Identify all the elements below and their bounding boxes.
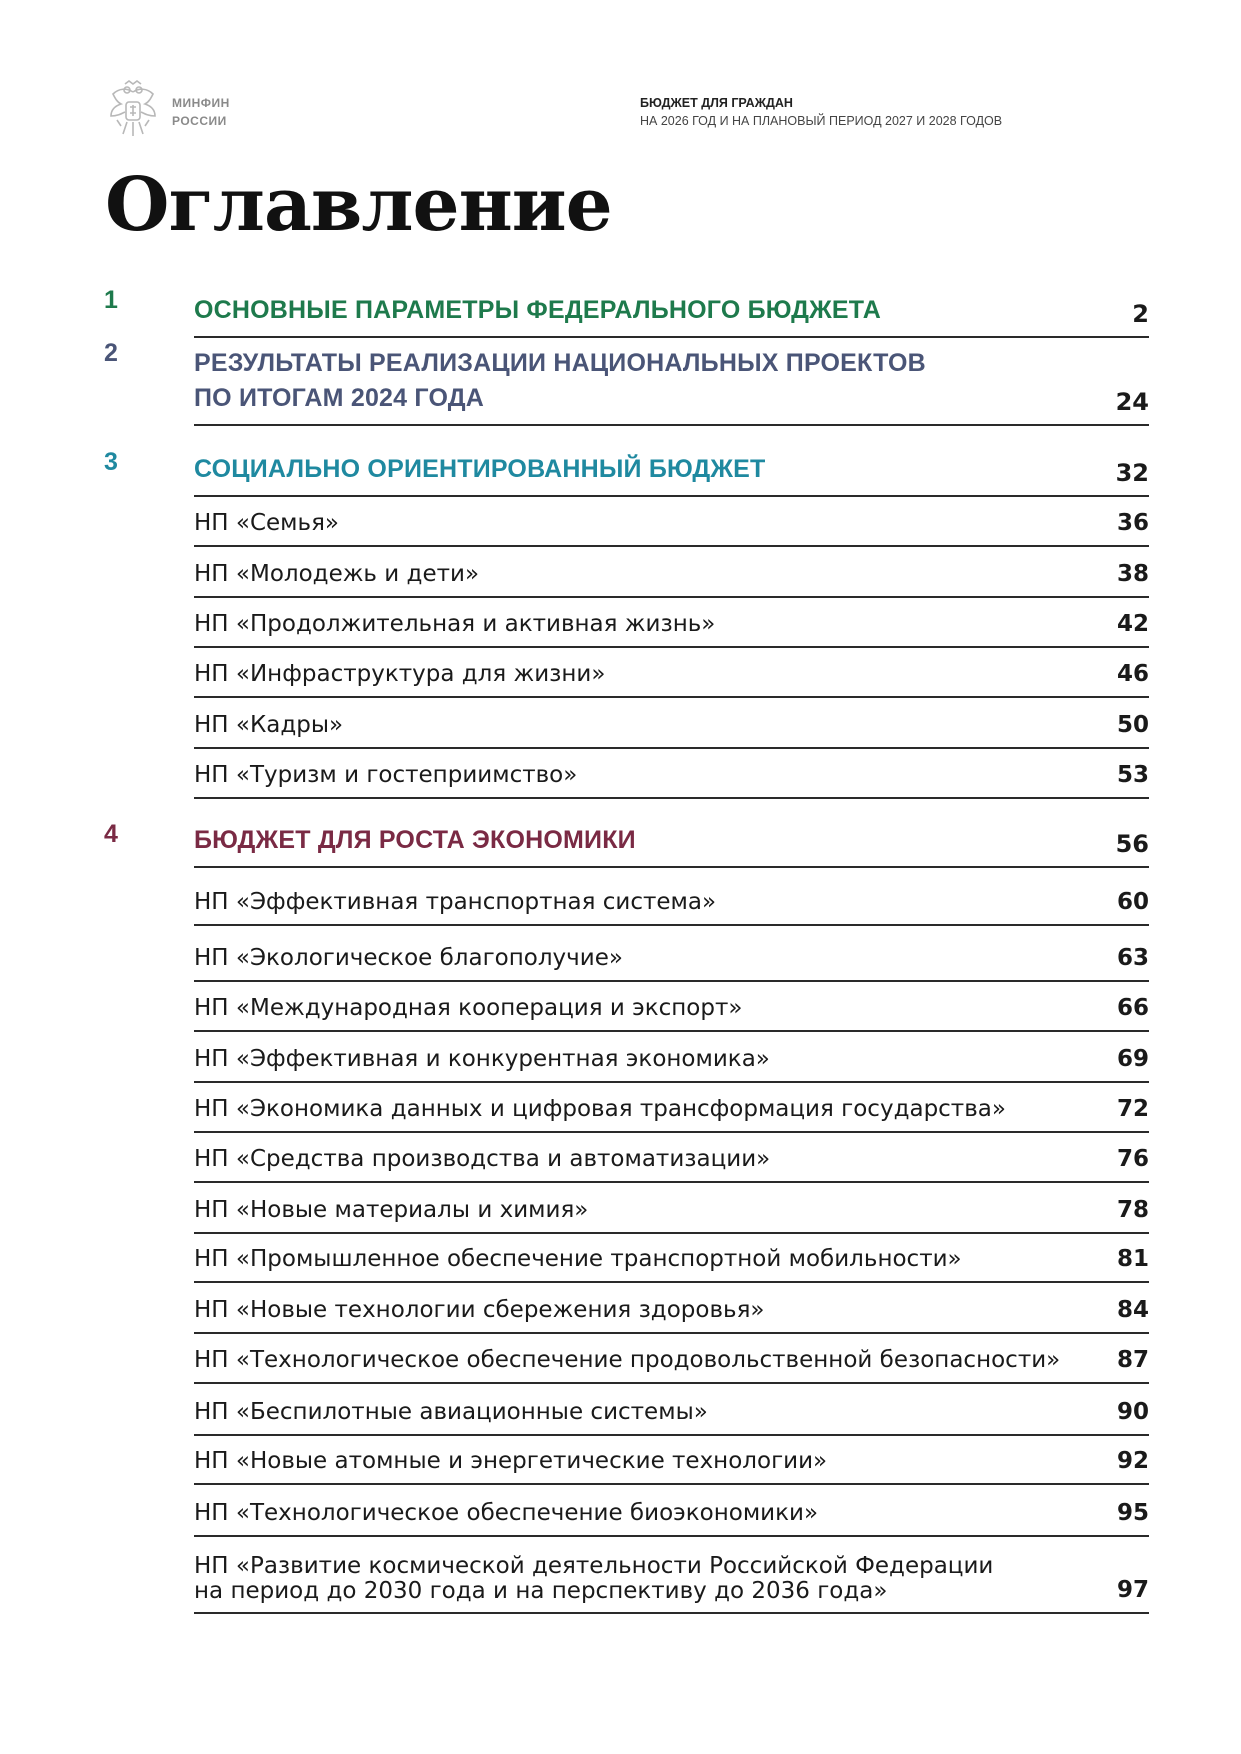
toc-page-number: 72	[1116, 1096, 1149, 1122]
toc-section-title: ОСНОВНЫЕ ПАРАМЕТРЫ ФЕДЕРАЛЬНОГО БЮДЖЕТА	[194, 296, 881, 324]
toc-page-number: 2	[1132, 300, 1149, 328]
toc-page-number: 76	[1116, 1146, 1149, 1172]
toc-section-1[interactable]	[194, 283, 1149, 338]
ministry-line-1: МИНФИН	[172, 96, 230, 110]
toc-page-number: 78	[1116, 1197, 1149, 1223]
toc-item-label: НП «Средства производства и автоматизации»	[194, 1146, 771, 1172]
toc-item-label: НП «Новые атомные и энергетические технологии»	[194, 1448, 828, 1474]
toc-item-label: НП «Продолжительная и активная жизнь»	[194, 611, 716, 637]
toc-item[interactable]	[194, 749, 1149, 799]
toc-item[interactable]	[194, 1334, 1149, 1384]
toc-item[interactable]	[194, 598, 1149, 648]
toc-section-title	[194, 346, 1074, 416]
toc-section-title: БЮДЖЕТ ДЛЯ РОСТА ЭКОНОМИКИ	[194, 826, 636, 854]
toc-page-number: 56	[1115, 830, 1149, 858]
toc-section-2[interactable]	[194, 338, 1149, 426]
toc-page-number: 66	[1116, 995, 1149, 1021]
toc-item-label: НП «Эффективная и конкурентная экономика»	[194, 1046, 770, 1072]
coat-of-arms-icon	[105, 80, 161, 140]
toc-item-label: НП «Технологическое обеспечение продовольственной безопасности»	[194, 1347, 1061, 1373]
toc-page-number: 87	[1116, 1347, 1149, 1373]
section-number: 3	[104, 448, 118, 476]
toc-page-number: 97	[1116, 1577, 1149, 1603]
toc-item[interactable]	[194, 497, 1149, 547]
toc-item-label: НП «Эффективная транспортная система»	[194, 889, 717, 915]
toc-item-label: НП «Инфраструктура для жизни»	[194, 661, 606, 687]
toc-page-number: 42	[1116, 611, 1149, 637]
toc-item[interactable]	[194, 1133, 1149, 1183]
toc-item[interactable]	[194, 1436, 1149, 1485]
toc-item[interactable]	[194, 1384, 1149, 1436]
toc-page-number: 38	[1116, 561, 1149, 587]
toc-item-label: НП «Новые технологии сбережения здоровья»	[194, 1297, 765, 1323]
toc-item-label: НП «Туризм и гостеприимство»	[194, 762, 578, 788]
toc-item-label: НП «Беспилотные авиационные системы»	[194, 1399, 708, 1425]
toc-page-number: 24	[1115, 388, 1149, 416]
toc-section-title-line: РЕЗУЛЬТАТЫ РЕАЛИЗАЦИИ НАЦИОНАЛЬНЫХ ПРОЕКТОВ	[194, 349, 926, 377]
toc-item[interactable]	[194, 698, 1149, 749]
toc-page-number: 81	[1116, 1246, 1149, 1272]
toc-page-number: 69	[1116, 1046, 1149, 1072]
toc-item[interactable]	[194, 1032, 1149, 1083]
toc-section-title: СОЦИАЛЬНО ОРИЕНТИРОВАННЫЙ БЮДЖЕТ	[194, 455, 766, 483]
document-title: БЮДЖЕТ ДЛЯ ГРАЖДАН	[640, 96, 793, 110]
toc-page-number: 53	[1116, 762, 1149, 788]
toc-page-number: 95	[1116, 1500, 1149, 1526]
toc-item-label-line: на период до 2030 года и на перспективу до 2036 года»	[194, 1578, 888, 1604]
section-number: 2	[104, 339, 118, 367]
page-header	[0, 80, 1241, 140]
toc-item-label: НП «Семья»	[194, 510, 339, 536]
toc-item-label: НП «Молодежь и дети»	[194, 561, 480, 587]
toc-item-label: НП «Экологическое благополучие»	[194, 945, 623, 971]
document-info	[640, 94, 1002, 130]
ministry-name	[172, 94, 230, 130]
section-number: 4	[104, 820, 118, 848]
ministry-line-2: РОССИИ	[172, 114, 227, 128]
toc-page-number: 46	[1116, 661, 1149, 687]
toc-page-number: 84	[1116, 1297, 1149, 1323]
toc-item-label: НП «Промышленное обеспечение транспортной мобильности»	[194, 1246, 962, 1272]
toc-item[interactable]	[194, 1283, 1149, 1334]
toc-page-number: 50	[1116, 712, 1149, 738]
toc-page-number: 63	[1116, 945, 1149, 971]
toc-page-number: 90	[1116, 1399, 1149, 1425]
toc-item-label-line: НП «Развитие космической деятельности Российской Федерации	[194, 1553, 994, 1579]
toc-page-number: 92	[1116, 1448, 1149, 1474]
toc-item[interactable]	[194, 648, 1149, 698]
toc-page-number: 32	[1115, 459, 1149, 487]
toc-item[interactable]	[194, 547, 1149, 598]
toc-item[interactable]	[194, 868, 1149, 926]
toc-item[interactable]	[194, 982, 1149, 1032]
section-number: 1	[104, 286, 118, 314]
page-title: Оглавление	[105, 162, 612, 248]
toc-section-4[interactable]	[194, 799, 1149, 868]
toc-item-label	[194, 1554, 1074, 1604]
toc-item-label: НП «Технологическое обеспечение биоэкономики»	[194, 1500, 819, 1526]
toc-item-label: НП «Международная кооперация и экспорт»	[194, 995, 743, 1021]
toc-item[interactable]	[194, 1183, 1149, 1234]
toc-item[interactable]	[194, 1485, 1149, 1537]
document-subtitle: НА 2026 ГОД И НА ПЛАНОВЫЙ ПЕРИОД 2027 И 2028 ГОДОВ	[640, 114, 1003, 128]
toc-item-label: НП «Кадры»	[194, 712, 344, 738]
toc-section-title-line: ПО ИТОГАМ 2024 ГОДА	[194, 384, 485, 412]
toc-section-3[interactable]	[194, 426, 1149, 497]
toc-item[interactable]	[194, 926, 1149, 982]
toc-item[interactable]	[194, 1083, 1149, 1133]
toc-item-label: НП «Экономика данных и цифровая трансформация государства»	[194, 1096, 1006, 1122]
toc-item[interactable]	[194, 1234, 1149, 1283]
toc-page-number: 60	[1116, 889, 1149, 915]
toc-item[interactable]	[194, 1537, 1149, 1614]
toc-page-number: 36	[1116, 510, 1149, 536]
toc-item-label: НП «Новые материалы и химия»	[194, 1197, 589, 1223]
